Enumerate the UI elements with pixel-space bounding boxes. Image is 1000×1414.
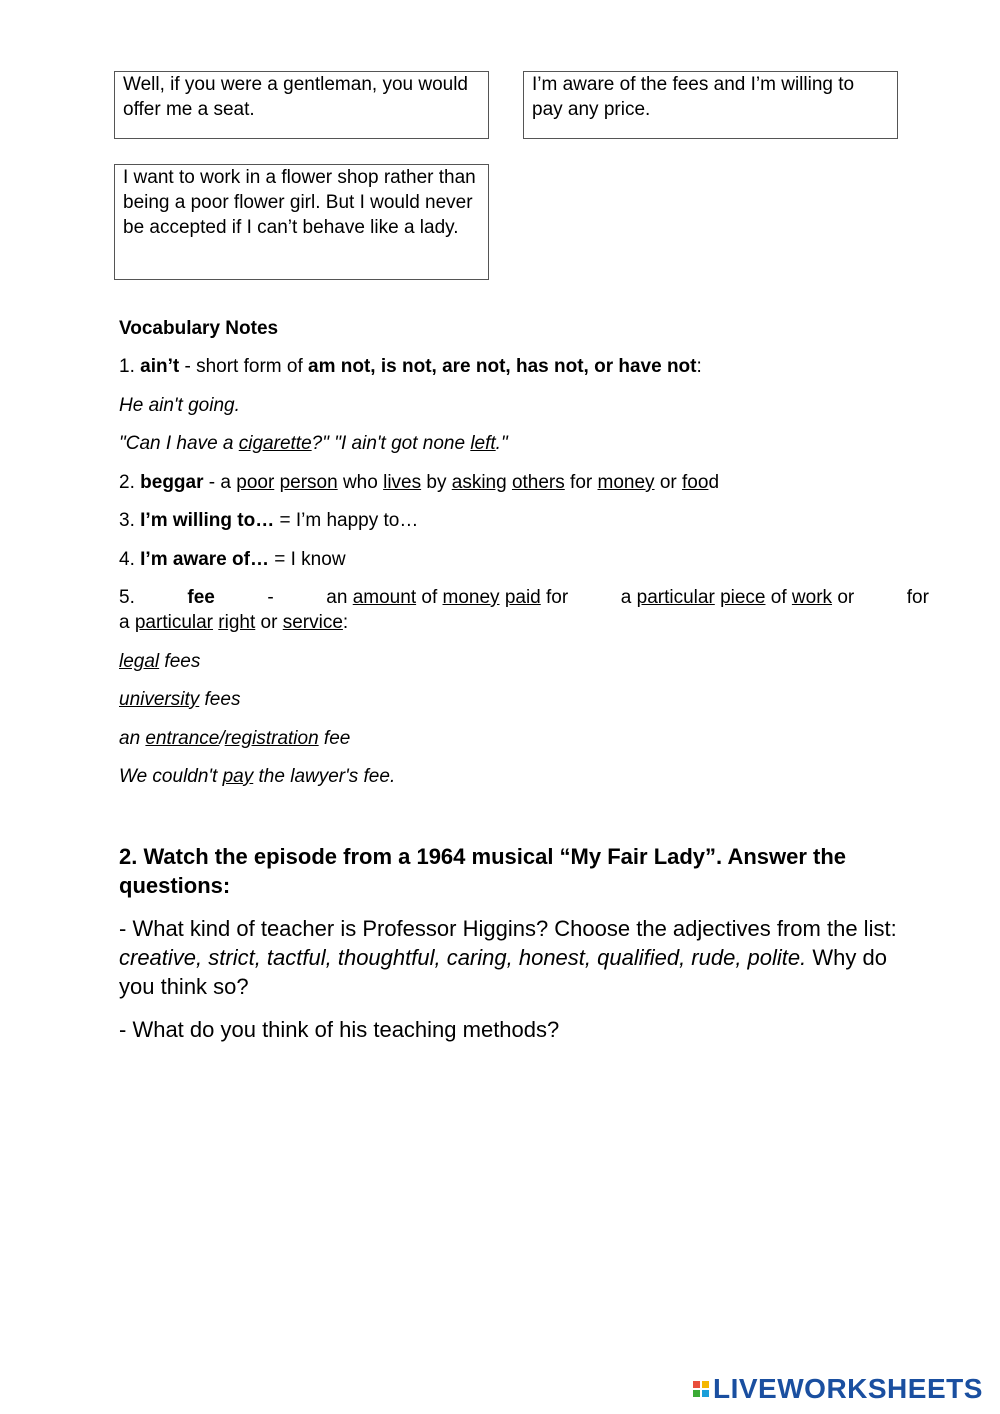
question-1: - What kind of teacher is Professor Higgins? Choose the adjectives from the list: creative, strict, tactful, thoughtful, caring, honest, qualified, rude, polite. Why do you think so? bbox=[119, 916, 897, 999]
example-phrase: legal fees bbox=[119, 651, 201, 672]
vocab-item-fee: 5. fee - an amount of money paid for a particular piece of work or for bbox=[119, 587, 929, 608]
vocab-item-aware: 4. I’m aware of… = I know bbox=[119, 549, 346, 570]
question-2: - What do you think of his teaching methods? bbox=[119, 1017, 560, 1042]
quote-box-flower-shop bbox=[114, 164, 489, 280]
quote-text: I’m aware of the fees and I’m willing to pay any price. bbox=[532, 74, 855, 120]
example-sentence: We couldn't pay the lawyer's fee. bbox=[119, 766, 396, 787]
task-2-heading: 2. Watch the episode from a 1964 musical “My Fair Lady”. Answer the questions: bbox=[119, 844, 847, 898]
example-sentence: He ain't going. bbox=[119, 395, 240, 416]
quote-box-gentleman bbox=[114, 71, 489, 139]
vocab-item-aint: 1. ain’t - short form of am not, is not, are not, has not, or have not: bbox=[119, 356, 702, 377]
vocab-item-fee-continued: a particular right or service: bbox=[119, 612, 349, 633]
vocab-item-beggar: 2. beggar - a poor person who lives by asking others for money or food bbox=[119, 472, 720, 493]
vocab-item-willing: 3. I’m willing to… = I’m happy to… bbox=[119, 510, 419, 531]
vocabulary-title: Vocabulary Notes bbox=[119, 318, 279, 339]
example-phrase: an entrance/registration fee bbox=[119, 728, 351, 749]
liveworksheets-logo bbox=[692, 1374, 983, 1404]
quote-text: I want to work in a flower shop rather than being a poor flower girl. But I would never be accepted if I can’t behave like a lady. bbox=[123, 167, 476, 238]
logo-text: LIVEWORKSHEETS bbox=[713, 1373, 983, 1404]
example-phrase: university fees bbox=[119, 689, 241, 710]
example-sentence: "Can I have a cigarette?" "I ain't got none left." bbox=[119, 433, 508, 454]
logo-grid-icon bbox=[692, 1380, 710, 1398]
quote-text: Well, if you were a gentleman, you would offer me a seat. bbox=[123, 74, 468, 120]
quote-box-fees bbox=[523, 71, 898, 139]
